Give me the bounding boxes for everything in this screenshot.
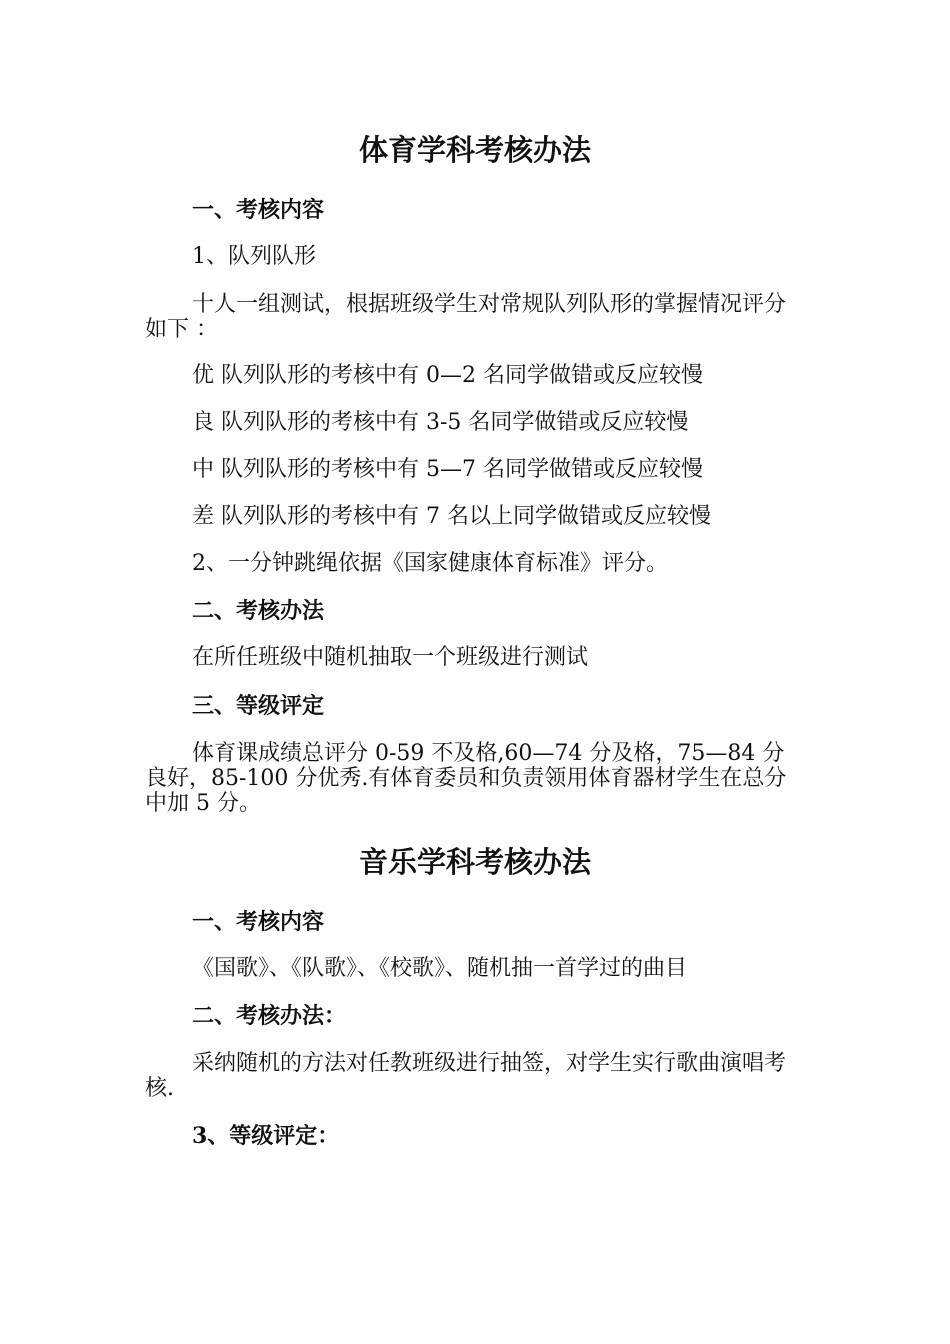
music-content-text: 《国歌》、《队歌》、《校歌》、随机抽一首学过的曲目 (192, 956, 688, 981)
music-heading-content: 一、考核内容 (192, 909, 325, 935)
music-method-paragraph: 采纳随机的方法对任教班级进行抽签，对学生实行歌曲演唱考核. (145, 1051, 787, 1101)
pe-rating-paragraph: 体育课成绩总评分 0-59 不及格,60—74 分及格，75—84 分良好，85-100 分优秀.有体育委员和负责领用体育器材学生在总分中加 5 分。 (145, 741, 787, 816)
pe-title: 体育学科考核办法 (358, 133, 591, 167)
pe-grade-excellent: 优 队列队形的考核中有 0—2 名同学做错或反应较慢 (192, 363, 703, 388)
pe-grade-poor: 差 队列队形的考核中有 7 名以上同学做错或反应较慢 (192, 504, 711, 529)
pe-method-text: 在所任班级中随机抽取一个班级进行测试 (192, 645, 589, 670)
pe-item-formation: 1、队列队形 (192, 244, 316, 269)
music-title: 音乐学科考核办法 (358, 845, 591, 879)
pe-item-rope-skipping: 2、一分钟跳绳依据《国家健康体育标准》评分。 (192, 551, 668, 576)
pe-heading-content: 一、考核内容 (192, 197, 325, 223)
pe-grade-good: 良 队列队形的考核中有 3-5 名同学做错或反应较慢 (192, 410, 689, 435)
music-heading-rating: 3、等级评定： (192, 1123, 340, 1149)
pe-heading-rating: 三、等级评定 (192, 693, 325, 719)
pe-intro-paragraph: 十人一组测试，根据班级学生对常规队列队形的掌握情况评分如下 ： (145, 292, 787, 342)
pe-heading-method: 二、考核办法 (192, 598, 325, 624)
pe-grade-medium: 中 队列队形的考核中有 5—7 名同学做错或反应较慢 (192, 457, 703, 482)
music-heading-method: 二、考核办法： (192, 1003, 347, 1029)
